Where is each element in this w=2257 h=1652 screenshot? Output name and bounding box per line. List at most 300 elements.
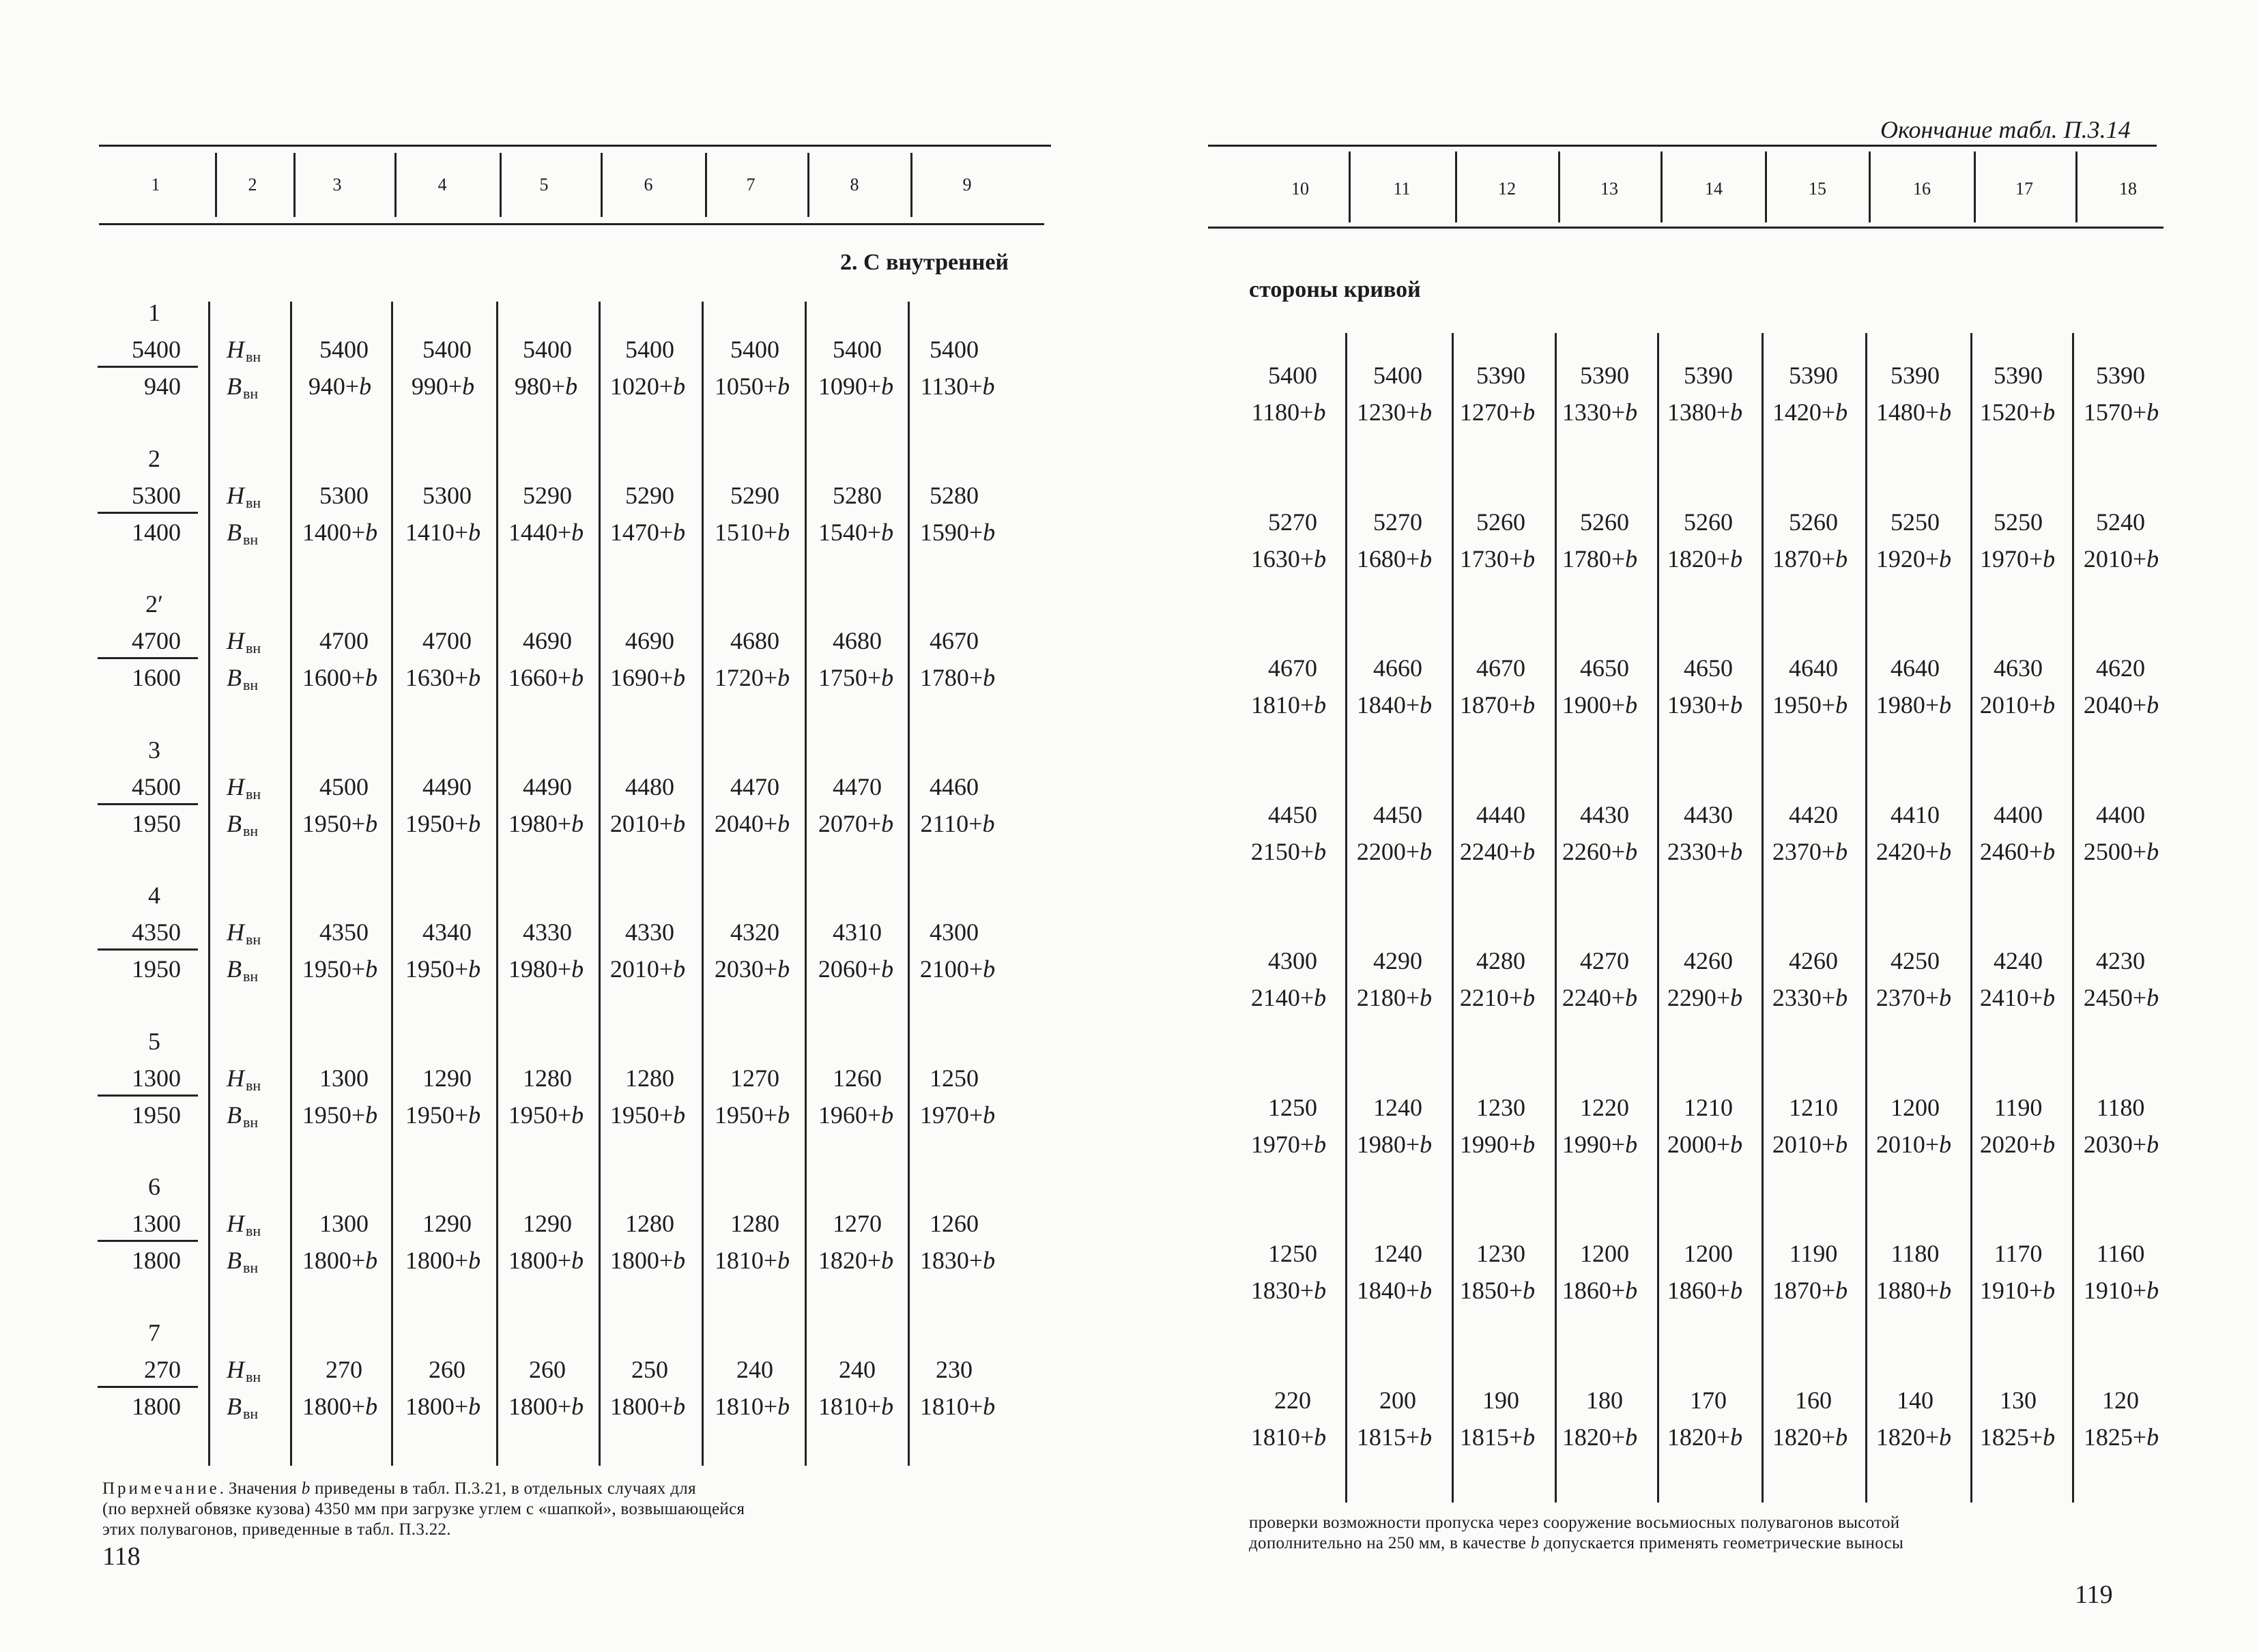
h-value: 1170 [1994, 1240, 2043, 1267]
group-value-top: 5300 [132, 481, 181, 509]
h-value: 5300 [319, 481, 369, 509]
h-value: 4670 [1476, 654, 1525, 682]
b-value: 1980+b [1875, 691, 1952, 719]
b-value: 990+b [411, 373, 475, 400]
footnote-line: проверки возможности пропуска через сооружение восьмиосных полувагонов высотой [1249, 1513, 1900, 1532]
b-value: 2330+b [1667, 837, 1743, 865]
b-value: 1800+b [609, 1392, 686, 1420]
b-value: 2040+b [714, 809, 790, 837]
b-value: 2150+b [1250, 837, 1327, 865]
h-value: 1190 [1789, 1240, 1838, 1267]
h-value: 5260 [1580, 508, 1629, 536]
group-value-top: 1300 [132, 1210, 181, 1237]
h-value: 5270 [1268, 508, 1317, 536]
h-value: 1290 [523, 1210, 572, 1237]
header-column-divider [1974, 151, 1976, 222]
b-value: 1330+b [1562, 398, 1638, 426]
h-value: 4640 [1891, 654, 1940, 682]
section-heading: стороны кривой [1249, 277, 1421, 302]
b-value: 1270+b [1459, 398, 1536, 426]
h-value: 4480 [625, 772, 674, 800]
b-value: 1810+b [714, 1247, 790, 1274]
h-value: 4630 [1994, 654, 2043, 682]
h-value: 1220 [1580, 1093, 1629, 1121]
b-value: 1090+b [818, 373, 894, 400]
b-value: 1230+b [1356, 398, 1433, 426]
b-value: 2450+b [2083, 984, 2159, 1011]
header-column-divider [601, 153, 603, 217]
h-value: 160 [1795, 1386, 1832, 1414]
h-value: 1230 [1476, 1240, 1525, 1267]
b-value: 1860+b [1667, 1277, 1743, 1304]
h-value: 4680 [730, 627, 779, 654]
column-header: 13 [1600, 179, 1618, 199]
group-number: 4 [148, 882, 160, 909]
h-value: 1160 [2096, 1240, 2145, 1267]
b-value: 1630+b [405, 664, 481, 691]
h-value: 4230 [2096, 947, 2145, 974]
h-value: 260 [429, 1355, 465, 1383]
header-column-divider [215, 153, 217, 217]
group-value-top: 4700 [132, 627, 181, 654]
h-value: 4500 [319, 772, 369, 800]
b-value: 1930+b [1667, 691, 1743, 719]
b-value: 1970+b [919, 1101, 996, 1129]
h-value: 1240 [1373, 1240, 1422, 1267]
b-value: 940+b [308, 373, 372, 400]
table-column-line [1970, 333, 1972, 1503]
header-bottom-rule [99, 223, 1044, 225]
b-value: 2240+b [1459, 837, 1536, 865]
h-value: 4680 [833, 627, 882, 654]
b-value: 1980+b [1356, 1130, 1433, 1158]
header-column-divider [2075, 151, 2078, 222]
b-value: 1420+b [1772, 398, 1848, 426]
b-value: 1130+b [920, 373, 995, 400]
table-column-line [1865, 333, 1867, 1503]
header-column-divider [500, 153, 502, 217]
b-value: 1850+b [1459, 1277, 1536, 1304]
b-value: 1780+b [919, 664, 996, 691]
group-number: 3 [148, 736, 160, 764]
symbol-h-inner: $H_{вн}$ [227, 772, 261, 802]
b-value: 1730+b [1459, 545, 1536, 573]
b-value: 2410+b [1979, 984, 2056, 1011]
group-fraction-line [98, 657, 198, 659]
group-value-bottom: 1950 [132, 1101, 181, 1129]
h-value: 1180 [2096, 1093, 2145, 1121]
b-value: 1400+b [302, 518, 378, 546]
b-value: 2420+b [1875, 837, 1952, 865]
symbol-h-inner: $H_{вн}$ [227, 1064, 261, 1094]
h-value: 200 [1379, 1386, 1416, 1414]
b-value: 1540+b [818, 518, 894, 546]
h-value: 5400 [319, 336, 369, 363]
symbol-b-inner: $B_{вн}$ [227, 1392, 259, 1422]
h-value: 180 [1586, 1386, 1623, 1414]
b-value: 2020+b [1979, 1130, 2056, 1158]
b-value: 2140+b [1250, 984, 1327, 1011]
h-value: 5240 [2096, 508, 2145, 536]
b-value: 1820+b [1875, 1423, 1952, 1451]
b-value: 1950+b [1772, 691, 1848, 719]
b-value: 1830+b [1250, 1277, 1327, 1304]
h-value: 4460 [930, 772, 979, 800]
b-value: 2260+b [1562, 837, 1638, 865]
h-value: 1200 [1891, 1093, 1940, 1121]
h-value: 5400 [422, 336, 472, 363]
header-column-divider [394, 153, 397, 217]
b-value: 1800+b [405, 1392, 481, 1420]
h-value: 4240 [1994, 947, 2043, 974]
h-value: 5400 [1268, 362, 1317, 389]
table-column-line [1345, 333, 1347, 1503]
h-value: 5400 [930, 336, 979, 363]
b-value: 1950+b [508, 1101, 584, 1129]
h-value: 1250 [1268, 1240, 1317, 1267]
group-number: 5 [148, 1027, 160, 1055]
b-value: 1825+b [1979, 1423, 2056, 1451]
b-value: 2010+b [609, 809, 686, 837]
symbol-h-inner: $H_{вн}$ [227, 918, 261, 948]
symbol-h-inner: $H_{вн}$ [227, 481, 261, 511]
group-value-bottom: 1950 [132, 809, 181, 837]
b-value: 1910+b [1979, 1277, 2056, 1304]
h-value: 1240 [1373, 1093, 1422, 1121]
b-value: 2370+b [1875, 984, 1952, 1011]
header-column-divider [1869, 151, 1871, 222]
h-value: 1250 [1268, 1093, 1317, 1121]
symbol-h-inner: $H_{вн}$ [227, 336, 261, 365]
table-column-line [290, 302, 292, 1466]
b-value: 2030+b [2083, 1130, 2159, 1158]
h-value: 4700 [422, 627, 472, 654]
group-value-bottom: 1800 [132, 1392, 181, 1420]
table-column-line [1762, 333, 1764, 1503]
h-value: 5280 [833, 481, 882, 509]
b-value: 1815+b [1459, 1423, 1536, 1451]
table-column-line [805, 302, 807, 1466]
b-value: 1950+b [405, 809, 481, 837]
b-value: 2100+b [919, 955, 996, 983]
h-value: 5390 [2096, 362, 2145, 389]
header-column-divider [1661, 151, 1663, 222]
h-value: 5250 [1891, 508, 1940, 536]
h-value: 4670 [930, 627, 979, 654]
h-value: 5290 [523, 481, 572, 509]
b-value: 1810+b [818, 1392, 894, 1420]
h-value: 220 [1274, 1386, 1311, 1414]
h-value: 1180 [1891, 1240, 1940, 1267]
column-header: 4 [437, 175, 447, 194]
h-value: 5390 [1580, 362, 1629, 389]
symbol-b-inner: $B_{вн}$ [227, 664, 259, 693]
b-value: 1815+b [1356, 1423, 1433, 1451]
column-header: 11 [1393, 179, 1411, 199]
b-value: 1570+b [2083, 398, 2159, 426]
h-value: 1280 [730, 1210, 779, 1237]
footnote-line: Примечание. Значения b приведены в табл. П.3.21, в отдельных случаях для [102, 1479, 696, 1498]
b-value: 1950+b [302, 955, 378, 983]
b-value: 1960+b [818, 1101, 894, 1129]
h-value: 1290 [422, 1210, 472, 1237]
b-value: 1510+b [714, 518, 790, 546]
h-value: 5400 [1373, 362, 1422, 389]
h-value: 1260 [833, 1064, 882, 1092]
h-value: 130 [2000, 1386, 2037, 1414]
header-column-divider [293, 153, 296, 217]
b-value: 2010+b [1875, 1130, 1952, 1158]
h-value: 5390 [1789, 362, 1838, 389]
h-value: 4330 [625, 918, 674, 946]
h-value: 4430 [1684, 800, 1733, 828]
b-value: 1470+b [609, 518, 686, 546]
column-header: 7 [746, 175, 756, 194]
group-value-bottom: 1400 [132, 518, 181, 546]
h-value: 4260 [1789, 947, 1838, 974]
b-value: 1870+b [1772, 1277, 1848, 1304]
b-value: 1950+b [405, 955, 481, 983]
b-value: 2070+b [818, 809, 894, 837]
b-value: 1900+b [1562, 691, 1638, 719]
b-value: 2060+b [818, 955, 894, 983]
table-column-line [599, 302, 601, 1466]
column-header: 2 [248, 175, 257, 194]
b-value: 1690+b [609, 664, 686, 691]
b-value: 1750+b [818, 664, 894, 691]
b-value: 1590+b [919, 518, 996, 546]
h-value: 4250 [1891, 947, 1940, 974]
h-value: 270 [326, 1355, 362, 1383]
h-value: 4490 [422, 772, 472, 800]
b-value: 2210+b [1459, 984, 1536, 1011]
h-value: 4620 [2096, 654, 2145, 682]
group-fraction-line [98, 948, 198, 951]
h-value: 4640 [1789, 654, 1838, 682]
b-value: 2330+b [1772, 984, 1848, 1011]
symbol-b-inner: $B_{вн}$ [227, 1247, 259, 1276]
h-value: 230 [936, 1355, 973, 1383]
b-value: 1970+b [1250, 1130, 1327, 1158]
b-value: 1810+b [919, 1392, 996, 1420]
h-value: 1210 [1789, 1093, 1838, 1121]
group-value-top: 4500 [132, 772, 181, 800]
b-value: 1980+b [508, 955, 584, 983]
h-value: 5400 [523, 336, 572, 363]
b-value: 1810+b [714, 1392, 790, 1420]
h-value: 4490 [523, 772, 572, 800]
h-value: 4300 [1268, 947, 1317, 974]
h-value: 1300 [319, 1064, 369, 1092]
h-value: 4430 [1580, 800, 1629, 828]
h-value: 4280 [1476, 947, 1525, 974]
header-column-divider [910, 153, 912, 217]
h-value: 5250 [1994, 508, 2043, 536]
table-column-line [208, 302, 210, 1466]
b-value: 1600+b [302, 664, 378, 691]
column-header: 3 [332, 175, 342, 194]
table-column-line [496, 302, 498, 1466]
group-fraction-line [98, 1240, 198, 1242]
group-fraction-line [98, 1386, 198, 1388]
b-value: 1820+b [1562, 1423, 1638, 1451]
b-value: 2240+b [1562, 984, 1638, 1011]
column-header: 10 [1291, 179, 1309, 199]
page-number: 118 [102, 1542, 141, 1571]
h-value: 1200 [1580, 1240, 1629, 1267]
header-column-divider [1349, 151, 1351, 222]
group-value-top: 5400 [132, 336, 181, 363]
h-value: 1270 [730, 1064, 779, 1092]
h-value: 5400 [833, 336, 882, 363]
b-value: 1410+b [405, 518, 481, 546]
group-number: 2′ [145, 590, 163, 618]
b-value: 1880+b [1875, 1277, 1952, 1304]
column-header: 17 [2015, 179, 2033, 199]
b-value: 1050+b [714, 373, 790, 400]
b-value: 1950+b [609, 1101, 686, 1129]
h-value: 4340 [422, 918, 472, 946]
h-value: 4470 [730, 772, 779, 800]
b-value: 2030+b [714, 955, 790, 983]
h-value: 1200 [1684, 1240, 1733, 1267]
symbol-h-inner: $H_{вн}$ [227, 1355, 261, 1385]
group-value-top: 270 [144, 1355, 181, 1383]
b-value: 2010+b [609, 955, 686, 983]
footnote-line: этих полувагонов, приведенные в табл. П.3.22. [102, 1520, 451, 1539]
h-value: 240 [839, 1355, 876, 1383]
header-column-divider [1765, 151, 1767, 222]
b-value: 1820+b [1667, 545, 1743, 573]
h-value: 5400 [625, 336, 674, 363]
b-value: 1800+b [609, 1247, 686, 1274]
b-value: 1380+b [1667, 398, 1743, 426]
b-value: 1920+b [1875, 545, 1952, 573]
column-header: 18 [2119, 179, 2137, 199]
b-value: 1800+b [508, 1392, 584, 1420]
h-value: 1190 [1994, 1093, 2043, 1121]
b-value: 1520+b [1979, 398, 2056, 426]
column-header: 6 [644, 175, 653, 194]
b-value: 1440+b [508, 518, 584, 546]
group-value-bottom: 1600 [132, 664, 181, 691]
symbol-h-inner: $H_{вн}$ [227, 1210, 261, 1239]
b-value: 980+b [514, 373, 578, 400]
b-value: 2290+b [1667, 984, 1743, 1011]
h-value: 5260 [1789, 508, 1838, 536]
b-value: 1020+b [609, 373, 686, 400]
h-value: 4350 [319, 918, 369, 946]
b-value: 1870+b [1772, 545, 1848, 573]
b-value: 1820+b [1772, 1423, 1848, 1451]
b-value: 1660+b [508, 664, 584, 691]
column-header: 16 [1913, 179, 1931, 199]
header-column-divider [1558, 151, 1560, 222]
b-value: 1840+b [1356, 1277, 1433, 1304]
b-value: 1990+b [1562, 1130, 1638, 1158]
b-value: 1800+b [405, 1247, 481, 1274]
h-value: 4290 [1373, 947, 1422, 974]
h-value: 5390 [1684, 362, 1733, 389]
h-value: 4400 [2096, 800, 2145, 828]
h-value: 5400 [730, 336, 779, 363]
h-value: 1280 [523, 1064, 572, 1092]
b-value: 1180+b [1251, 398, 1326, 426]
group-fraction-line [98, 803, 198, 805]
b-value: 2010+b [1979, 691, 2056, 719]
h-value: 4470 [833, 772, 882, 800]
column-header: 9 [962, 175, 972, 194]
h-value: 4270 [1580, 947, 1629, 974]
h-value: 190 [1482, 1386, 1519, 1414]
table-column-line [1657, 333, 1659, 1503]
b-value: 1800+b [508, 1247, 584, 1274]
h-value: 170 [1690, 1386, 1727, 1414]
h-value: 1280 [625, 1210, 674, 1237]
h-value: 4690 [625, 627, 674, 654]
column-header: 15 [1809, 179, 1826, 199]
b-value: 1820+b [818, 1247, 894, 1274]
h-value: 1300 [319, 1210, 369, 1237]
header-top-rule [1208, 145, 2157, 147]
h-value: 4670 [1268, 654, 1317, 682]
h-value: 260 [529, 1355, 566, 1383]
b-value: 1680+b [1356, 545, 1433, 573]
symbol-b-inner: $B_{вн}$ [227, 518, 259, 548]
table-column-line [1452, 333, 1454, 1503]
h-value: 1290 [422, 1064, 472, 1092]
symbol-b-inner: $B_{вн}$ [227, 1101, 259, 1131]
b-value: 1800+b [302, 1392, 378, 1420]
h-value: 1260 [930, 1210, 979, 1237]
table-continuation-caption: Окончание табл. П.3.14 [1880, 116, 2131, 143]
b-value: 1780+b [1562, 545, 1638, 573]
b-value: 1840+b [1356, 691, 1433, 719]
h-value: 5290 [625, 481, 674, 509]
b-value: 2040+b [2083, 691, 2159, 719]
header-column-divider [807, 153, 809, 217]
b-value: 1950+b [302, 809, 378, 837]
b-value: 2370+b [1772, 837, 1848, 865]
h-value: 4330 [523, 918, 572, 946]
group-number: 2 [148, 444, 160, 472]
b-value: 2460+b [1979, 837, 2056, 865]
header-column-divider [1455, 151, 1457, 222]
h-value: 5260 [1476, 508, 1525, 536]
h-value: 1230 [1476, 1093, 1525, 1121]
b-value: 1910+b [2083, 1277, 2159, 1304]
b-value: 1810+b [1250, 1423, 1327, 1451]
b-value: 1800+b [302, 1247, 378, 1274]
h-value: 140 [1897, 1386, 1933, 1414]
footnote-line: дополнительно на 250 мм, в качестве b допускается применять геометрические выносы [1249, 1534, 1904, 1552]
b-value: 1825+b [2083, 1423, 2159, 1451]
h-value: 4310 [833, 918, 882, 946]
h-value: 1280 [625, 1064, 674, 1092]
group-value-top: 4350 [132, 918, 181, 946]
b-value: 1970+b [1979, 545, 2056, 573]
right-page [1119, 0, 2257, 1652]
h-value: 4260 [1684, 947, 1733, 974]
table-column-line [391, 302, 393, 1466]
h-value: 4410 [1891, 800, 1940, 828]
h-value: 4650 [1684, 654, 1733, 682]
h-value: 5280 [930, 481, 979, 509]
h-value: 5390 [1994, 362, 2043, 389]
page-number: 119 [2075, 1580, 2113, 1609]
b-value: 1990+b [1459, 1130, 1536, 1158]
header-column-divider [705, 153, 707, 217]
